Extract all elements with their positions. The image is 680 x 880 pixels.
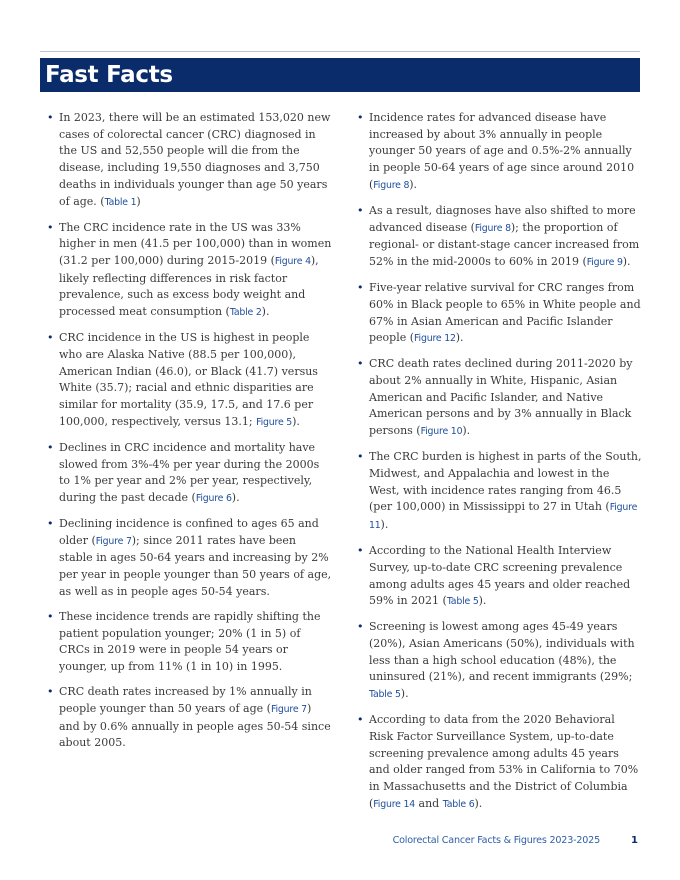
figure-table-reference-link[interactable]: Table 5	[446, 596, 479, 608]
bullet-text: ).	[400, 687, 409, 701]
bullet-item	[46, 110, 332, 211]
bullet-text: ).	[462, 424, 471, 438]
bullet-item	[46, 516, 332, 601]
bullet-icon: •	[357, 357, 364, 371]
figure-table-reference-link[interactable]: Figure 14	[373, 798, 416, 810]
bullet-text: Declining incidence is confined to ages 65 and older (	[59, 517, 319, 547]
figure-table-reference-link[interactable]: Figure 7	[270, 703, 307, 715]
bullet-text: In 2023, there will be an estimated 153,020 new cases of colorectal cancer (CRC) diagnosed in the US and 52,550 people will die from the disease, including 19,550 diagnoses and 3,750 deaths in individuals younger than age 50 years of age. (	[59, 111, 331, 208]
figure-table-reference-link[interactable]: Figure 4	[274, 256, 311, 268]
bullet-text: Incidence rates for advanced disease have increased by about 3% annually in people younger 50 years of age and 0.5%-2% annually in people 50-64 years of age since around 2010 (	[369, 111, 635, 191]
bullet-icon: •	[357, 281, 364, 295]
right-column-list	[356, 110, 642, 822]
bullet-item	[46, 440, 332, 508]
bullet-item	[356, 110, 642, 195]
bullet-text: CRC incidence in the US is highest in people who are Alaska Native (88.5 per 100,000), American Indian (46.0), or Black (41.7) versus White (35.7); racial and ethnic disparities are similar for mortality (35.9, 17.5, and 17.6 per 100,000, respectively, versus 13.1;	[59, 331, 318, 428]
bullet-item	[356, 356, 642, 441]
title-banner	[40, 58, 640, 92]
bullet-item	[46, 684, 332, 752]
figure-table-reference-link[interactable]: Table 1	[104, 196, 137, 208]
bullet-item	[356, 712, 642, 813]
bullet-text: ).	[231, 490, 240, 504]
bullet-icon: •	[47, 609, 54, 623]
bullet-icon: •	[357, 713, 364, 727]
bullet-text: ).	[409, 177, 418, 191]
bullet-icon: •	[357, 450, 364, 464]
bullet-text: ).	[455, 331, 464, 345]
page-number: 1	[631, 835, 638, 846]
figure-table-reference-link[interactable]: Figure 10	[420, 426, 463, 438]
bullet-text: ).	[474, 796, 483, 810]
bullet-text: ); since 2011 rates have been stable in ages 50-64 years and increasing by 2% per year in people younger than 50 years of age, as well as in people ages 50-54 years.	[59, 533, 332, 598]
figure-table-reference-link[interactable]: Figure 8	[474, 222, 511, 234]
bullet-text: ).	[380, 518, 389, 532]
page-title: Fast Facts	[45, 62, 173, 88]
bullet-text: According to data from the 2020 Behavioral Risk Factor Surveillance System, up-to-date screening prevalence among adults 45 years and older ranged from 53% in California to 70% in Massachusetts and the District of Columbia (	[369, 713, 639, 810]
footer-publication-title: Colorectal Cancer Facts & Figures 2023-2025	[392, 835, 600, 846]
bullet-item	[356, 619, 642, 704]
top-divider	[40, 51, 640, 52]
bullet-text: ) and by 0.6% annually in people ages 50-54 since about 2005.	[59, 701, 331, 750]
bullet-icon: •	[357, 203, 364, 217]
bullet-icon: •	[357, 111, 364, 124]
bullet-text: ); the proportion of regional- or distant-stage cancer increased from 52% in the mid-2000s to 60% in 2019 (	[369, 220, 640, 269]
figure-table-reference-link[interactable]: Table 6	[442, 798, 475, 810]
figure-table-reference-link[interactable]: Figure 7	[95, 535, 132, 547]
figure-table-reference-link[interactable]: Figure 5	[256, 416, 293, 428]
bullet-icon: •	[47, 111, 54, 124]
figure-table-reference-link[interactable]: Figure 6	[195, 492, 232, 504]
bullet-text: Screening is lowest among ages 45-49 years (20%), Asian Americans (50%), individuals with less than a high school education (48%), the uninsured (21%), and recent immigrants (29%;	[369, 620, 635, 684]
bullet-text: and	[415, 796, 443, 810]
figure-table-reference-link[interactable]: Figure 12	[414, 333, 456, 345]
bullet-item	[46, 609, 332, 676]
bullet-text: ).	[292, 414, 300, 428]
bullet-text: Five-year relative survival for CRC ranges from 60% in Black people to 65% in White people and 67% in Asian American and Pacific Islander people (	[369, 281, 641, 345]
bullet-icon: •	[47, 517, 54, 531]
bullet-text: The CRC burden is highest in parts of the South, Midwest, and Appalachia and lowest in the West, with incidence rates ranging from 46.5 (per 100,000) in Mississippi to 27 in Utah (	[369, 450, 642, 514]
bullet-icon: •	[47, 685, 54, 699]
bullet-text: ).	[478, 594, 487, 608]
bullet-icon: •	[47, 220, 54, 234]
figure-table-reference-link[interactable]: Table 5	[369, 689, 401, 701]
bullet-text: As a result, diagnoses have also shifted to more advanced disease (	[369, 203, 636, 234]
bullet-text: According to the National Health Interview Survey, up-to-date CRC screening prevalence among adults ages 45 years and older reached 59% in 2021 (	[369, 544, 631, 608]
bullet-icon: •	[357, 620, 364, 634]
bullet-text: The CRC incidence rate in the US was 33% higher in men (41.5 per 100,000) than in women (31.2 per 100,000) during 2015-2019 (	[59, 220, 332, 268]
bullet-icon: •	[47, 331, 54, 345]
bullet-item	[46, 220, 332, 322]
bullet-icon: •	[47, 440, 54, 454]
bullet-item	[356, 543, 642, 611]
bullet-text: CRC death rates declined during 2011-2020 by about 2% annually in White, Hispanic, Asian American and Pacific Islander, and Native American persons and by 3% annually in Black persons (	[369, 357, 633, 438]
bullet-item	[356, 449, 642, 535]
bullet-item	[356, 280, 642, 348]
figure-table-reference-link[interactable]: Figure 11	[369, 502, 638, 532]
bullet-text: ).	[622, 255, 631, 269]
figure-table-reference-link[interactable]: Figure 8	[373, 179, 410, 191]
bullet-item	[356, 203, 642, 272]
left-column-list	[46, 110, 332, 760]
bullet-text: Declines in CRC incidence and mortality have slowed from 3%-4% per year during the 2000s to 1% per year and 2% per year, respectively, during the past decade (	[59, 440, 320, 504]
bullet-text: ), likely reflecting differences in risk factor prevalence, such as excess body weight and processed meat consumption (	[59, 254, 319, 319]
figure-table-reference-link[interactable]: Table 2	[229, 307, 262, 319]
bullet-text: These incidence trends are rapidly shifting the patient population younger; 20% (1 in 5) of CRCs in 2019 were in people 54 years or younger, up from 11% (1 in 10) in 1995.	[59, 609, 321, 674]
bullet-text: ).	[261, 305, 270, 319]
bullet-icon: •	[357, 544, 364, 558]
bullet-text: )	[136, 194, 141, 208]
bullet-item	[46, 330, 332, 431]
figure-table-reference-link[interactable]: Figure 9	[586, 257, 623, 269]
bullet-text: CRC death rates increased by 1% annually in people younger than 50 years of age (	[59, 685, 312, 715]
